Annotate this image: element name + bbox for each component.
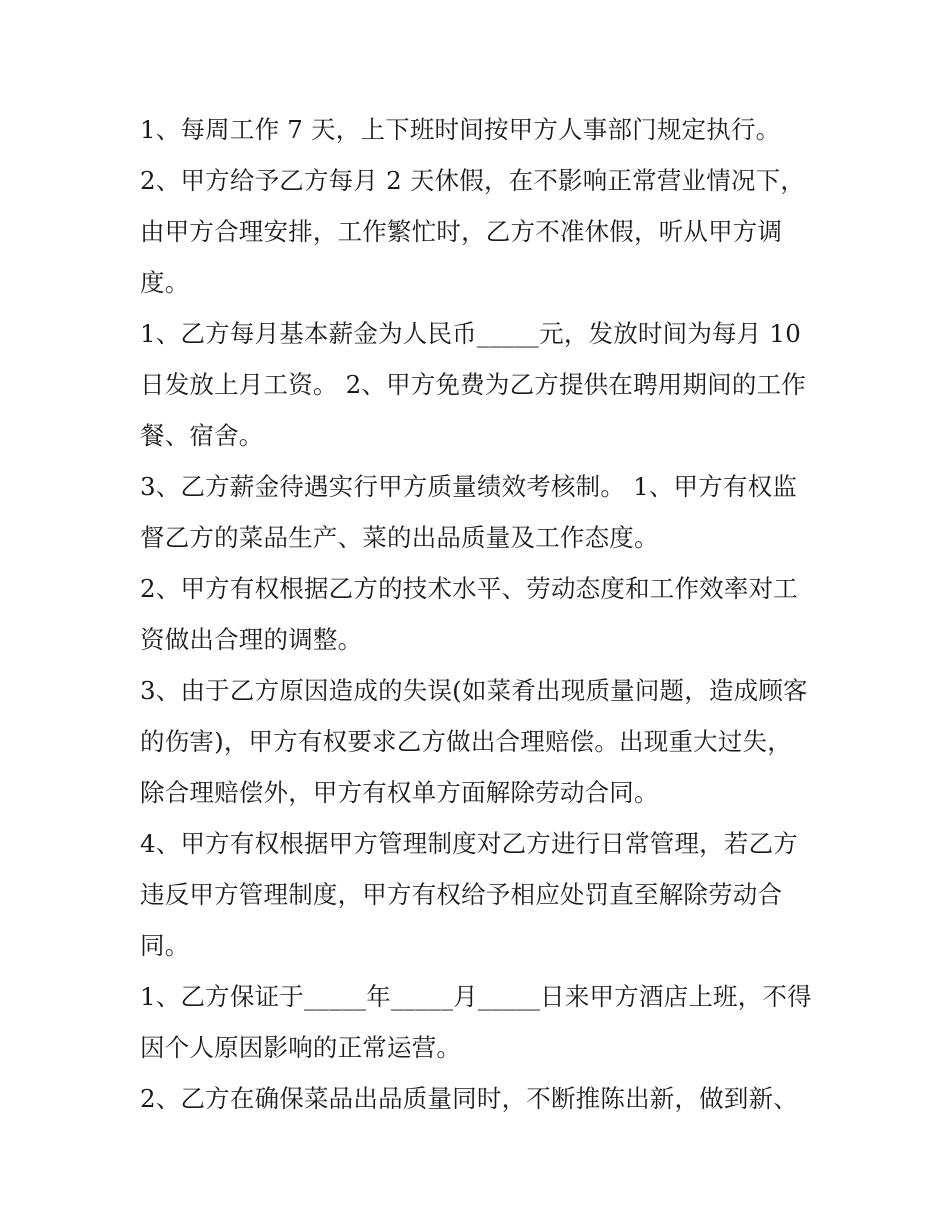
paragraph-quality: 2、乙方在确保菜品出品质量同时，不断推陈出新，做到新、	[140, 1084, 798, 1113]
paragraph-start-date: 1、乙方保证于_____年_____月_____日来甲方酒店上班，不得因个人原因影响的正常运营。	[140, 982, 812, 1062]
paragraph-vacation: 2、甲方给予乙方每月 2 天休假，在不影响正常营业情况下，由甲方合理安排，工作繁忙时，乙方不准休假，听从甲方调度。	[140, 166, 806, 297]
paragraph-management: 4、甲方有权根据甲方管理制度对乙方进行日常管理，若乙方违反甲方管理制度，甲方有权给予相应处罚直至解除劳动合同。	[140, 829, 798, 960]
paragraph-compensation: 3、由于乙方原因造成的失误(如菜肴出现质量问题，造成顾客的伤害)，甲方有权要求乙方做出合理赔偿。出现重大过失，除合理赔偿外，甲方有权单方面解除劳动合同。	[140, 676, 808, 807]
paragraph-salary: 1、乙方每月基本薪金为人民币_____元，发放时间为每月 10 日发放上月工资。 2、甲方免费为乙方提供在聘用期间的工作餐、宿舍。	[140, 319, 806, 450]
paragraph-adjustment: 2、甲方有权根据乙方的技术水平、劳动态度和工作效率对工资做出合理的调整。	[140, 574, 798, 654]
paragraph-performance: 3、乙方薪金待遇实行甲方质量绩效考核制。 1、甲方有权监督乙方的菜品生产、菜的出品质量及工作态度。	[140, 472, 798, 552]
document-body	[140, 104, 812, 1124]
paragraph-workweek: 1、每周工作 7 天，上下班时间按甲方人事部门规定执行。	[140, 115, 781, 144]
